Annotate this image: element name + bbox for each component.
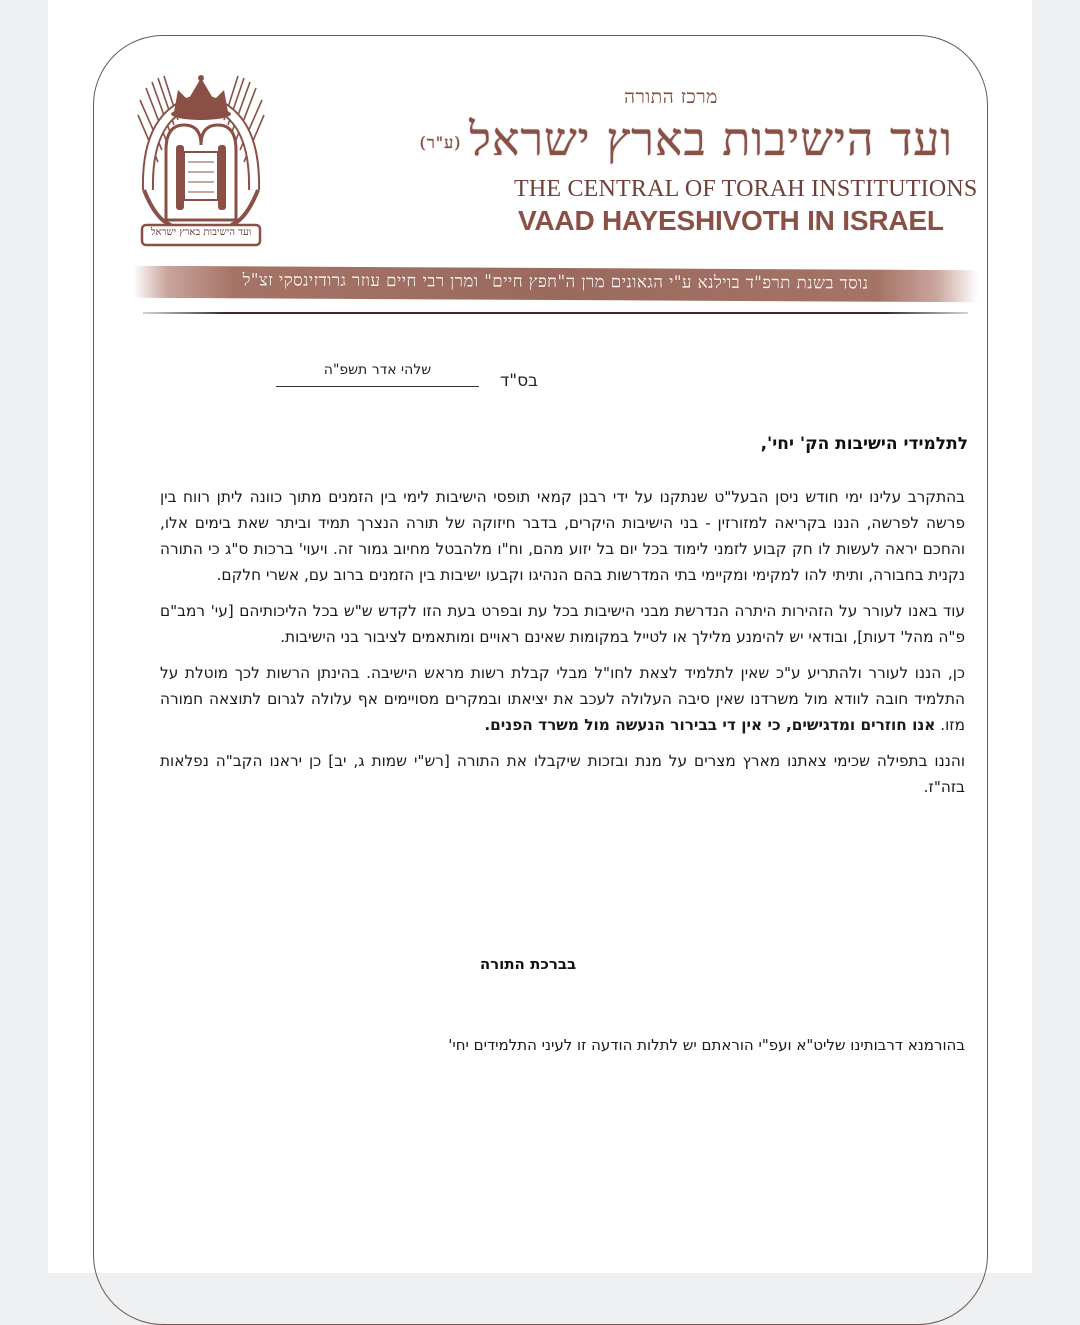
paragraph-2: עוד באנו לעורר על הזהירות היתרה הנדרשת מבני הישיבות בכל עת ובפרט בעת הזו לקדש ש"ש בכל הליכותיהם [עי' רמב"ם פ"ה מהל' דעות], ובודאי יש להימנע מלילך או לטייל במקומות שאינם ראויים ומותאמים לציבור בני הישיבות. — [160, 602, 965, 646]
founding-banner-text: נוסד בשנת תרפ"ד בוילנא ע"י הגאונים מרן ה"חפץ חיים" ומרן רבי חיים עוזר גרודזינסקי זצ"ל — [242, 270, 869, 294]
letter-footnote: בהורמנא דרבותינו שליט"א ועפ"י הוראתם יש לתלות הודעה זו לעיני התלמידים יחי' — [448, 1036, 965, 1054]
paragraph-1: בהתקרב עלינו ימי חודש ניסן הבעל"ט שנתקנו על ידי רבנן קמאי תופסי הישיבות לימי בין הזמנים מתוך כוונה ליתן רווח בין פרשה לפרשה, הננו בקריאה למזורזין - בני הישיבות היקרים, בדבר חיזוקה של תורה הנצרך תמיד וביתר שאת בימים אלו, והחכם יראה לעשות לו חק קבוע לזמני לימוד בכל יום בל יזוע מהם, וח"ו מלהבטל מחיוב גמור זה. ויעוי' ברכות ס"ג כי התורה נקנית בחבורה, ותיתי להו למקימי ומקיימי בתי המדרשות בהם הנהיגו וקבעו ישיבות בין הזמנים ברוב עם, אשרי חלקם. — [160, 488, 965, 584]
paragraph-3-emphasis: אנו חוזרים ומדגישים, כי אין די בבירור הנעשה מול משרד הפנים. — [484, 716, 936, 734]
letter-page — [48, 0, 1032, 1273]
letterhead-subtitle: מרכז התורה — [624, 86, 718, 108]
letterhead-english-subtitle: THE CENTRAL OF TORAH INSTITUTIONS — [514, 176, 978, 202]
organization-logo — [136, 70, 266, 250]
letter-date: שלהי אדר תשפ"ה — [276, 362, 479, 387]
letterhead-english-title: VAAD HAYESHIVOTH IN ISRAEL — [518, 205, 944, 236]
header-divider — [143, 312, 968, 314]
registered-org-suffix: (ע"ר) — [419, 133, 462, 152]
founding-banner — [133, 266, 978, 302]
paragraph-4: והננו בתפילה שכימי צאתנו מארץ מצרים על מנת ובזכות שיקבלו את התורה [רש"י שמות ג, יב] כן יראנו הקב"ה נפלאות בזה"ז. — [160, 752, 965, 796]
letter-closing: בברכת התורה — [479, 955, 577, 973]
letterhead-title — [419, 112, 953, 166]
letter-salutation: לתלמידי הישיבות הק' יחי', — [760, 434, 968, 454]
paragraph-3-text: כן, הננו לעורר ולהתריע ע"כ שאין לתלמיד לצאת לחו"ל מבלי קבלת רשות מראש הישיבה. בהינתן הרשות לכך מוטלת על התלמיד חובה לוודא מול משרדנו שאין סיבה העלולה לעכב את יציאתו ובמקרים מסויימים אף עלולה לגרום לתוצאה חמורה מזו. — [160, 664, 965, 734]
paragraph-3 — [160, 660, 965, 738]
letterhead-title-text: ועד הישיבות בארץ ישראל — [469, 112, 953, 166]
logo-caption: ועד הישיבות בארץ ישראל — [150, 227, 252, 238]
bsd-mark: בס"ד — [500, 371, 538, 391]
letter-body — [160, 484, 965, 810]
torah-crown-emblem-icon — [136, 70, 266, 250]
